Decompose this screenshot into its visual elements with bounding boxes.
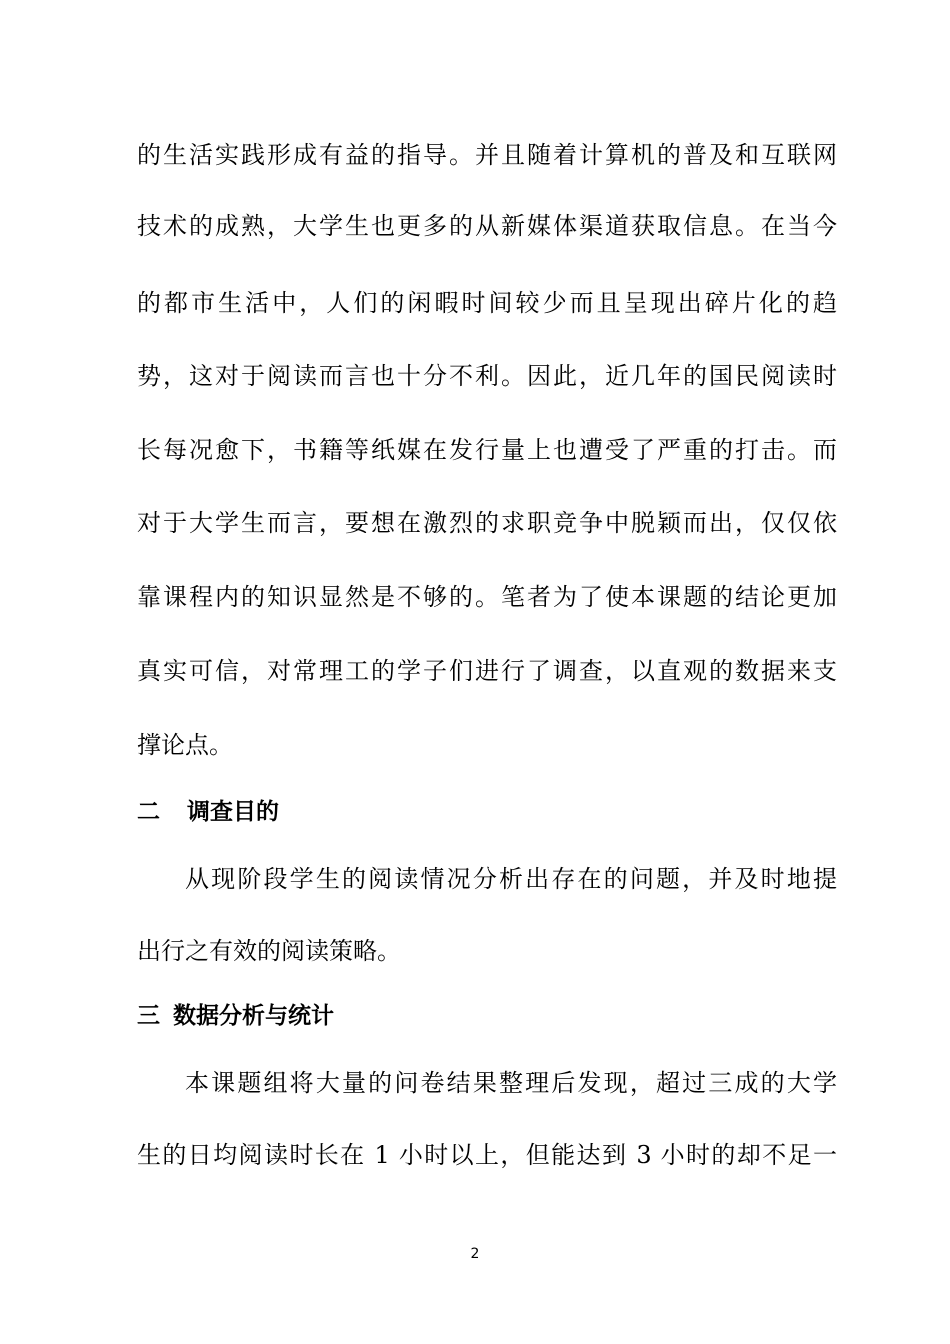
paragraph-line: 的生活实践形成有益的指导。并且随着计算机的普及和互联网 [137, 141, 837, 169]
section-title: 调查目的 [187, 799, 279, 825]
section-title: 数据分析与统计 [173, 1003, 334, 1029]
paragraph-line: 真实可信，对常理工的学子们进行了调查，以直观的数据来支 [137, 657, 837, 685]
paragraph-line: 生的日均阅读时长在 1 小时以上，但能达到 3 小时的却不足一 [137, 1141, 837, 1169]
section-heading-2 [137, 796, 279, 828]
paragraph-line: 技术的成熟，大学生也更多的从新媒体渠道获取信息。在当今 [137, 212, 837, 240]
section-number: 二 [137, 799, 160, 825]
paragraph-line: 从现阶段学生的阅读情况分析出存在的问题，并及时地提 [185, 865, 837, 893]
paragraph-line: 撑论点。 [137, 731, 233, 759]
page-number: 2 [470, 1246, 480, 1262]
paragraph-line: 靠课程内的知识显然是不够的。笔者为了使本课题的结论更加 [137, 583, 837, 611]
paragraph-line: 的都市生活中，人们的闲暇时间较少而且呈现出碎片化的趋 [137, 289, 837, 317]
paragraph-line: 本课题组将大量的问卷结果整理后发现，超过三成的大学 [185, 1069, 837, 1097]
paragraph-line: 出行之有效的阅读策略。 [137, 937, 401, 965]
paragraph-line: 对于大学生而言，要想在激烈的求职竞争中脱颖而出，仅仅依 [137, 509, 837, 537]
section-number: 三 [137, 1003, 160, 1029]
paragraph-line: 长每况愈下，书籍等纸媒在发行量上也遭受了严重的打击。而 [137, 436, 837, 464]
paragraph-line: 势，这对于阅读而言也十分不利。因此，近几年的国民阅读时 [137, 362, 837, 390]
section-heading-3 [137, 1000, 334, 1032]
